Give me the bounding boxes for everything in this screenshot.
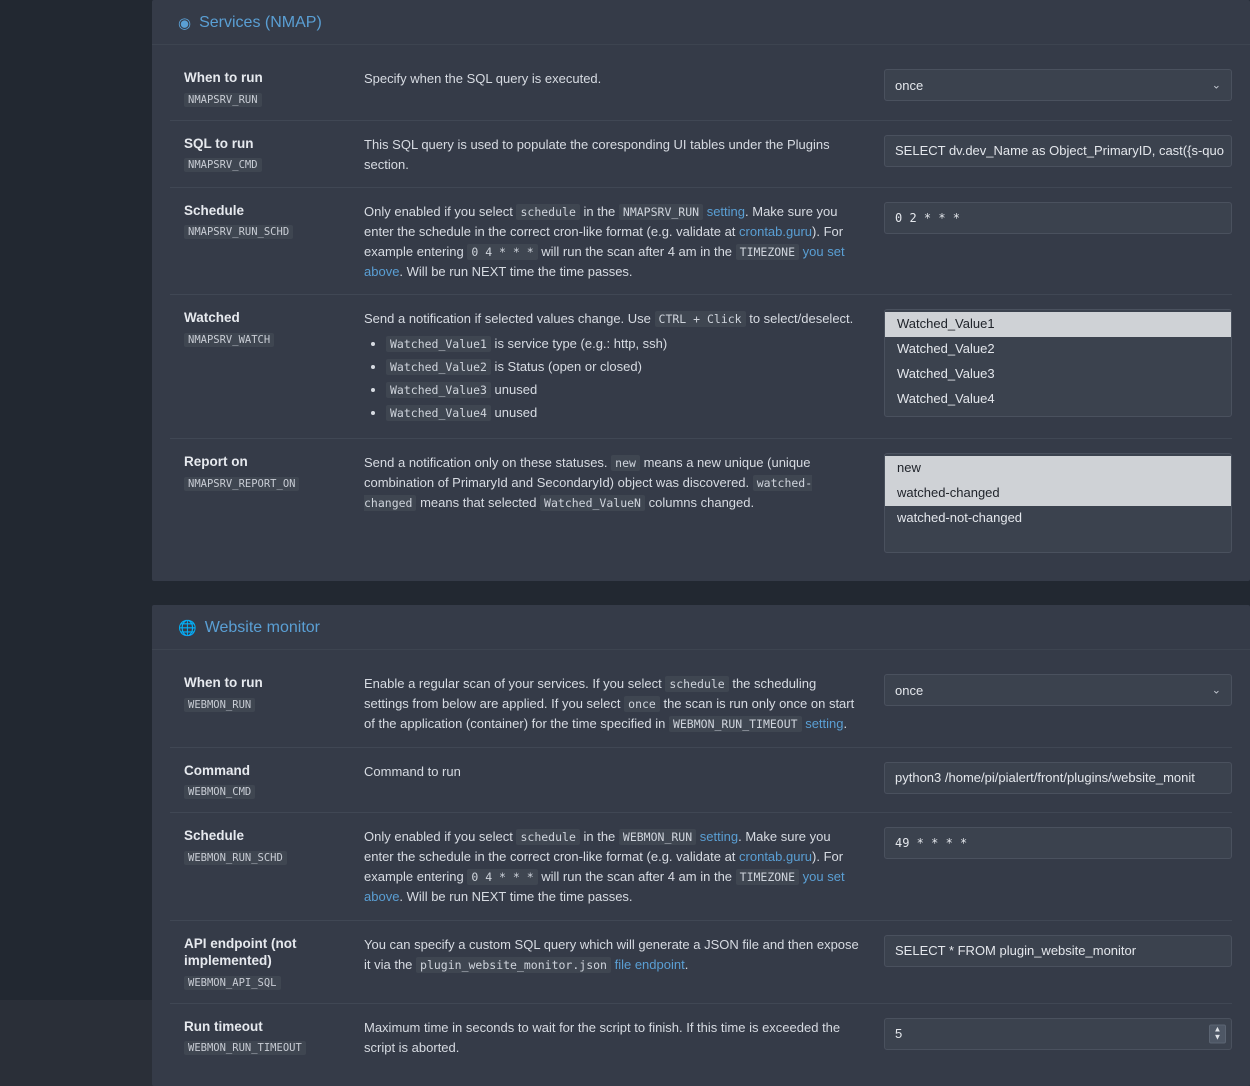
setting-key-code: NMAPSRV_REPORT_ON [184, 477, 299, 491]
inline-code: once [624, 696, 660, 712]
inline-code: watched-changed [364, 476, 813, 511]
multiselect-option[interactable]: new [885, 456, 1231, 481]
settings-card-website-monitor [152, 605, 1250, 1086]
setting-key-code: WEBMON_CMD [184, 785, 255, 799]
select-value: once [895, 682, 924, 698]
setting-description: Specify when the SQL query is executed. [364, 71, 602, 86]
setting-label-cell [170, 69, 364, 108]
setting-field-cell [884, 309, 1232, 417]
multiselect-option[interactable]: Watched_Value2 [897, 341, 995, 357]
setting-select[interactable] [884, 69, 1232, 101]
inline-code: TIMEZONE [736, 244, 799, 260]
setting-label: Run timeout [184, 1018, 263, 1034]
card-header-nmap [152, 0, 1250, 45]
setting-description: This SQL query is used to populate the coresponding UI tables under the Plugins section. [364, 136, 830, 172]
setting-label: Report on [184, 454, 248, 470]
setting-description: Command to run [364, 763, 461, 779]
setting-label: Watched [184, 310, 240, 326]
setting-label-cell [170, 762, 364, 801]
card-body-nmap [152, 45, 1250, 581]
description-link[interactable]: you set above [364, 244, 845, 280]
setting-description: Enable a regular scan of your services. If you select schedule the scheduling settings from below are applied. If you select once the scan is run only once on start of the application (container) for the time specified in WEBMON_RUN_TIMEOUT setting. [364, 676, 855, 732]
setting-label: SQL to run [184, 135, 254, 151]
multiselect-option[interactable]: Watched_Value1 [885, 312, 1231, 337]
inline-code: Watched_Value3 [386, 382, 491, 398]
setting-row [170, 1003, 1232, 1070]
setting-multiselect[interactable] [884, 309, 1232, 417]
setting-field-cell [884, 935, 1232, 967]
setting-field-cell [884, 674, 1232, 706]
select-value: once [895, 77, 924, 93]
setting-label-cell [170, 135, 364, 174]
setting-label-cell [170, 1018, 364, 1057]
chevron-down-icon: ⌄ [1211, 79, 1221, 92]
inline-code: schedule [516, 204, 579, 220]
stepper-down-icon[interactable]: ▼ [1213, 1032, 1222, 1042]
setting-label: When to run [184, 70, 263, 85]
inline-code: TIMEZONE [736, 869, 799, 885]
description-link[interactable]: crontab.guru [739, 849, 813, 865]
settings-content-column [152, 0, 1250, 1055]
setting-number-wrap [884, 1018, 1232, 1050]
setting-label-cell [170, 453, 364, 492]
setting-text-input[interactable]: 0 2 * * * [884, 202, 1232, 234]
stepper-up-icon[interactable]: ▲ [1213, 1024, 1222, 1034]
inline-code: new [611, 455, 640, 471]
setting-description: You can specify a custom SQL query which will generate a JSON file and then expose it via the plugin_website_monitor.json file endpoint. [364, 936, 859, 972]
inline-code: CTRL + Click [655, 311, 746, 327]
setting-label-cell [170, 309, 364, 348]
setting-row [170, 438, 1232, 565]
setting-key-code: NMAPSRV_RUN [184, 93, 262, 107]
setting-key-code: WEBMON_RUN [184, 698, 255, 712]
setting-label-cell [170, 674, 364, 713]
inline-code: Watched_Value2 [386, 359, 491, 375]
setting-row [170, 187, 1232, 295]
setting-row [170, 812, 1232, 920]
inline-code: schedule [516, 829, 579, 845]
description-link[interactable]: file endpoint [614, 956, 685, 972]
setting-key-code: NMAPSRV_WATCH [184, 333, 274, 347]
radar-icon: ◉ [178, 14, 192, 32]
setting-label: When to run [184, 675, 263, 691]
setting-label: Schedule [184, 202, 245, 218]
inline-code: plugin_website_monitor.json [416, 957, 611, 973]
setting-field-cell [884, 453, 1232, 553]
inline-code: Watched_ValueN [540, 495, 645, 511]
description-link[interactable]: setting [805, 716, 844, 732]
setting-text-input[interactable]: SELECT * FROM plugin_website_monitor [884, 935, 1232, 967]
multiselect-option[interactable]: watched-not-changed [897, 509, 1023, 525]
inline-code: WEBMON_RUN_TIMEOUT [669, 716, 802, 732]
inline-code: 0 4 * * * [467, 244, 537, 260]
description-link[interactable]: you set above [364, 869, 845, 905]
setting-field-cell [884, 762, 1232, 794]
card-title: Services (NMAP) [199, 14, 322, 31]
setting-key-code: WEBMON_RUN_TIMEOUT [184, 1041, 306, 1055]
setting-row [170, 294, 1232, 438]
description-link[interactable]: crontab.guru [739, 223, 813, 239]
number-stepper[interactable] [1209, 1024, 1226, 1043]
chevron-down-icon: ⌄ [1211, 684, 1221, 697]
setting-text-input[interactable]: 49 * * * * [884, 827, 1232, 859]
setting-key-code: WEBMON_API_SQL [184, 976, 281, 990]
setting-text-input[interactable]: SELECT dv.dev_Name as Object_PrimaryID, cast({s-quo [884, 135, 1232, 167]
setting-label: API endpoint (not implemented) [184, 935, 297, 969]
inline-code: WEBMON_RUN [619, 829, 696, 845]
setting-label: Command [184, 762, 251, 778]
setting-description: Maximum time in seconds to wait for the script to finish. If this time is exceeded the script is aborted. [364, 1019, 841, 1055]
setting-description: Send a notification only on these statuses. new means a new unique (unique combination of PrimaryId and SecondaryId) object was discovered. watched-changed means that selected Watched_ValueN columns changed. [364, 455, 813, 511]
setting-description: Only enabled if you select schedule in the NMAPSRV_RUN setting. Make sure you enter the schedule in the correct cron-like format (e.g. validate at crontab.guru). For example entering 0 4 * * * will run the scan after 4 am in the TIMEZONE you set above. Will be run NEXT time the time passes. [364, 203, 845, 280]
setting-field-cell [884, 827, 1232, 859]
inline-code: schedule [665, 676, 728, 692]
setting-field-cell [884, 202, 1232, 234]
setting-key-code: NMAPSRV_CMD [184, 158, 262, 172]
multiselect-option[interactable]: Watched_Value4 [897, 390, 995, 406]
setting-description: Only enabled if you select schedule in the WEBMON_RUN setting. Make sure you enter the schedule in the correct cron-like format (e.g. validate at crontab.guru). For example entering 0 4 * * * will run the scan after 4 am in the TIMEZONE you set above. Will be run NEXT time the time passes. [364, 829, 845, 905]
setting-label-cell [170, 202, 364, 241]
setting-label-cell [170, 827, 364, 866]
card-title: Website monitor [204, 619, 320, 637]
setting-key-code: NMAPSRV_RUN_SCHD [184, 225, 293, 239]
setting-multiselect[interactable] [884, 453, 1232, 553]
settings-card-nmap [152, 0, 1250, 581]
setting-label: Schedule [184, 828, 245, 844]
setting-row [170, 120, 1232, 187]
setting-row [170, 920, 1232, 1003]
inline-code: 0 4 * * * [467, 869, 537, 885]
setting-row [170, 747, 1232, 813]
inline-code: Watched_Value1 [386, 336, 491, 352]
setting-key-code: WEBMON_RUN_SCHD [184, 851, 287, 865]
description-link[interactable]: setting [706, 203, 746, 219]
globe-icon: 🌐 [178, 619, 197, 637]
setting-label-cell [170, 935, 364, 991]
setting-text-input[interactable]: python3 /home/pi/pialert/front/plugins/website_monit [884, 762, 1232, 794]
multiselect-option[interactable]: Watched_Value3 [897, 366, 995, 382]
setting-select[interactable] [884, 674, 1232, 706]
setting-number-input[interactable]: 5 [884, 1018, 1232, 1050]
card-body-website-monitor [152, 650, 1250, 1086]
multiselect-option[interactable]: watched-changed [885, 481, 1231, 506]
description-link[interactable]: setting [699, 829, 739, 845]
setting-field-cell [884, 69, 1232, 101]
inline-code: Watched_Value4 [386, 405, 491, 421]
card-header-website-monitor [152, 605, 1250, 650]
setting-row [170, 660, 1232, 746]
setting-row [170, 55, 1232, 120]
inline-code: NMAPSRV_RUN [619, 204, 703, 220]
setting-description: Send a notification if selected values change. Use CTRL + Click to select/deselect. • Watched_Value1 is service type (e.g.: http, ssh) • Watched_Value2 is Status (open or closed) • Watched_Value3 unused • Watched_Value4 unused [364, 309, 884, 426]
setting-field-cell [884, 135, 1232, 167]
setting-field-cell [884, 1018, 1232, 1050]
